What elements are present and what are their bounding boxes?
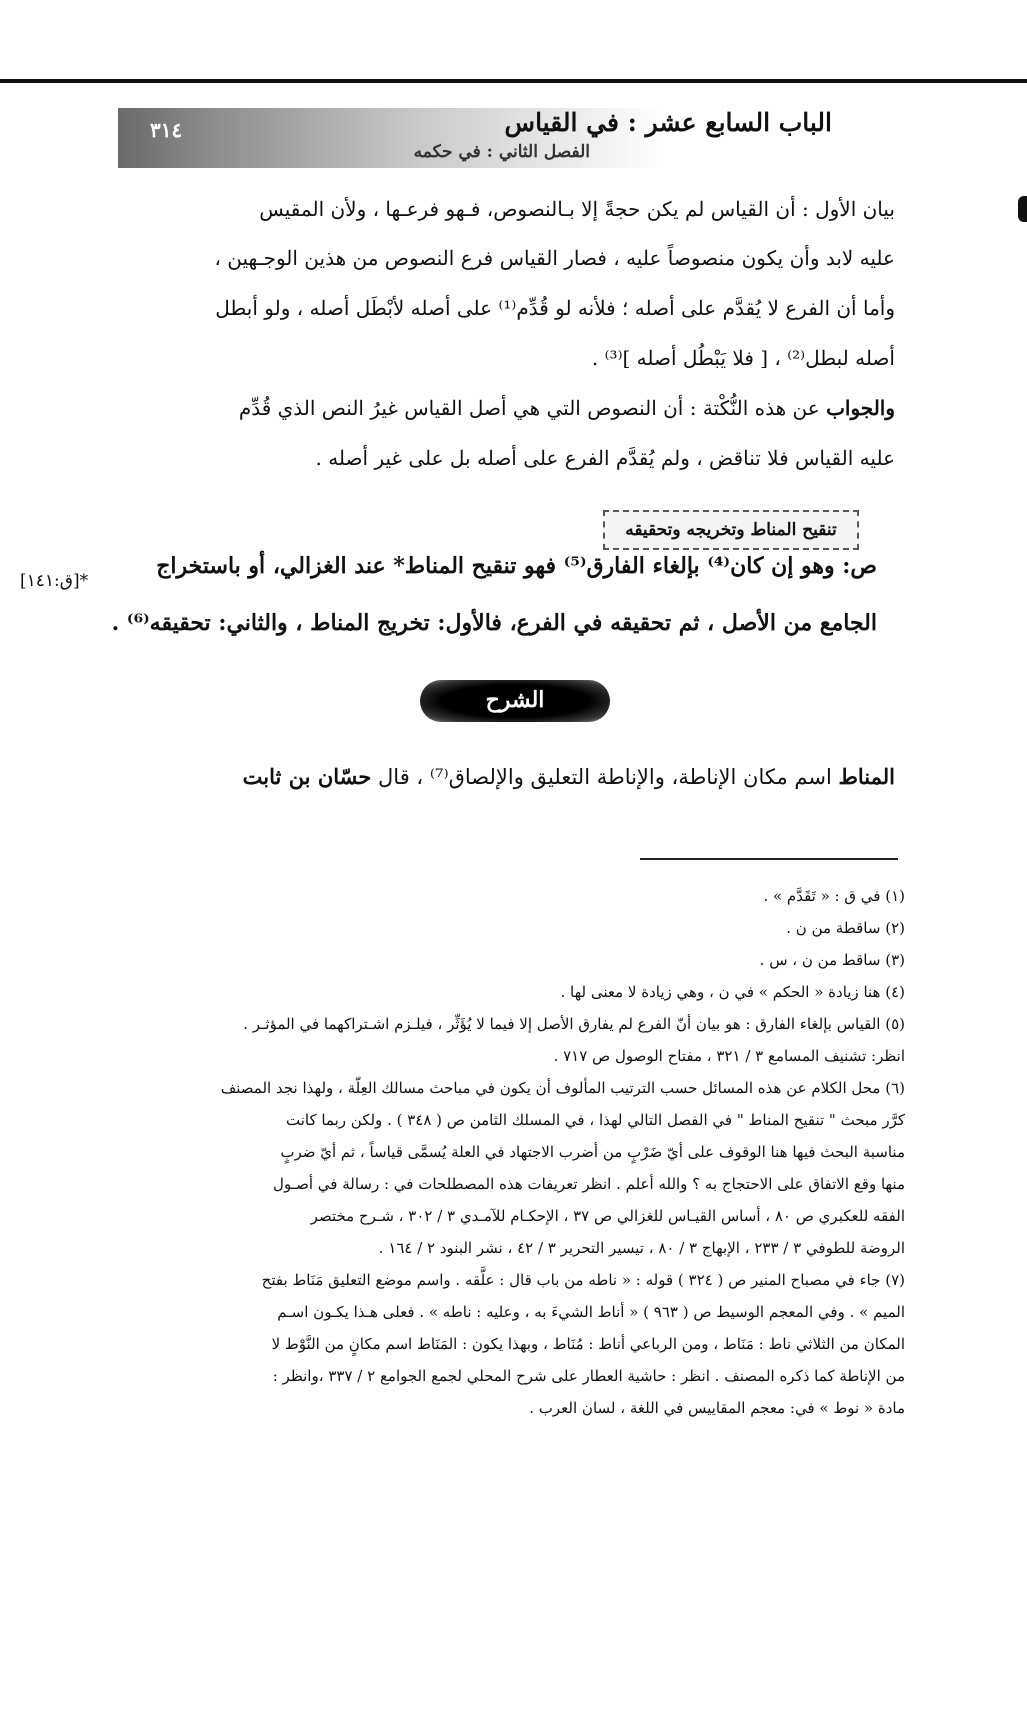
answer-text: عن هذه النُّكْتة : أن النصوص التي هي أصل القياس غيرُ النص الذي قُدِّم [238, 396, 827, 420]
section-subtitle: الفصل الثاني : في حكمه [413, 142, 590, 162]
body-line: وأما أن الفرع لا يُقدَّم على أصله ؛ فلأنه لو قُدِّم⁽¹⁾ على أصله لأبْطَل أصله ، ولو أبطل [215, 296, 895, 320]
top-rule [0, 79, 1027, 83]
answer-lead: والجواب [826, 396, 895, 420]
sharh-text: اسم مكان الإناطة، والإناطة التعليق والإلصاق⁽⁷⁾ ، قال [371, 765, 839, 789]
footnote: منها وقع الاتفاق على الاحتجاج به ؟ والله أعلم . انظر تعريفات هذه المصطلحات في : رسالة في أصـول [273, 1175, 905, 1193]
sharh-paragraph [135, 752, 895, 802]
footnote: الفقه للعكبري ص ٨٠ ، أساس القيـاس للغزالي ص ٣٧ ، الإحكـام للآمـدي ٣ / ٣٠٢ ، شـرح مختصر [310, 1207, 905, 1225]
body-line: بيان الأول : أن القياس لم يكن حجةً إلا بـالنصوص، فـهو فرعـها ، ولأن المقيس [259, 197, 895, 221]
page-edge-mark [1018, 196, 1027, 222]
matn-line: الجامع من الأصل ، ثم تحقيقه في الفرع، فالأول: تخريج المناط ، والثاني: تحقيقه⁽⁶⁾ . [111, 610, 877, 636]
footnote: من الإناطة كما ذكره المصنف . انظر : حاشية العطار على شرح المحلي لجمع الجوامع ٢ / ٣٣٧ ،وانظر : [272, 1367, 905, 1385]
sharh-badge: الشرح [420, 680, 610, 722]
matn-line: ص: وهو إن كان⁽⁴⁾ بإلغاء الفارق⁽⁵⁾ فهو تنقيح المناط* عند الغزالي، أو باستخراج [156, 553, 877, 579]
footnote: (٤) هنا زيادة « الحكم » في ن ، وهي زيادة لا معنى لها . [560, 983, 905, 1001]
answer-paragraph [135, 384, 895, 433]
sharh-term: المناط [838, 764, 895, 789]
footnote: (٥) القياس بإلغاء الفارق : هو بيان أنّ الفرع لم يفارق الأصل إلا فيما لا يُؤَثِّر ، فيلـزم اشـتراكهما في المؤثـر . [243, 1015, 905, 1033]
footnote: الميم » . وفي المعجم الوسيط ص ( ٩٦٣ ) « أناط الشيءَ به ، وعليه : ناطه » . فعلى هـذا يكـون اسـم [277, 1303, 905, 1321]
footnote: كرَّر مبحث " تنقيح المناط " في الفصل التالي لهذا ، في المسلك الثامن ص ( ٣٤٨ ) . ولكن ربما كانت [285, 1111, 905, 1129]
manuscript-reference: *[ق:١٤١] [20, 571, 89, 591]
footnote: (٣) ساقط من ن ، س . [759, 951, 905, 969]
body-line: عليه القياس فلا تناقض ، ولم يُقدَّم الفرع على أصله بل على غير أصله . [315, 446, 895, 470]
sharh-name: حسّان بن ثابت [242, 764, 372, 789]
footnote: (٢) ساقطة من ن . [786, 919, 905, 937]
page-number: ٣١٤ [150, 118, 183, 142]
chapter-title: الباب السابع عشر : في القياس [504, 108, 832, 137]
footnote: (٧) جاء في مصباح المنير ص ( ٣٢٤ ) قوله : « ناطه من باب قال : علَّقه . واسم موضع التعليق مَنَاط بفتح [261, 1271, 905, 1289]
footnote: مناسبة البحث فيها هنا الوقوف على أيّ ضَرْبٍ من أضرب الاجتهاد في العلة يُسمَّى قياساً ، ثم أيّ ضربٍ [280, 1143, 905, 1161]
footnote: انظر: تشنيف المسامع ٣ / ٣٢١ ، مفتاح الوصول ص ٧١٧ . [553, 1047, 905, 1065]
footnote-rule [640, 858, 898, 860]
footnote: الروضة للطوفي ٣ / ٢٣٣ ، الإبهاج ٣ / ٨٠ ، تيسير التحرير ٣ / ٤٢ ، نشر البنود ٢ / ١٦٤ . [378, 1239, 905, 1257]
body-line: أصله لبطل⁽²⁾ ، [ فلا يَبْطُل أصله ]⁽³⁾ . [591, 346, 895, 370]
footnote: مادة « نوط » في: معجم المقاييس في اللغة ، لسان العرب . [529, 1399, 905, 1417]
body-line: عليه لابد وأن يكون منصوصاً عليه ، فصار القياس فرع النصوص من هذين الوجـهين ، [214, 246, 895, 270]
footnote: (٦) محل الكلام عن هذه المسائل حسب الترتيب المألوف أن يكون في مباحث مسالك العِلّة ، ولهذا نجد المصنف [220, 1079, 905, 1097]
footnote: المكان من الثلاثي ناط : مَنَاط ، ومن الرباعي أناط : مُنَاط ، وبهذا يكون : المَنَاط اسم مكانٍ من النَّوْط لا [271, 1335, 905, 1353]
footnote: (١) في ق : « تَقَدَّم » . [763, 887, 905, 905]
sidebar-tag: تنقيح المناط وتخريجه وتحقيقه [603, 510, 859, 550]
